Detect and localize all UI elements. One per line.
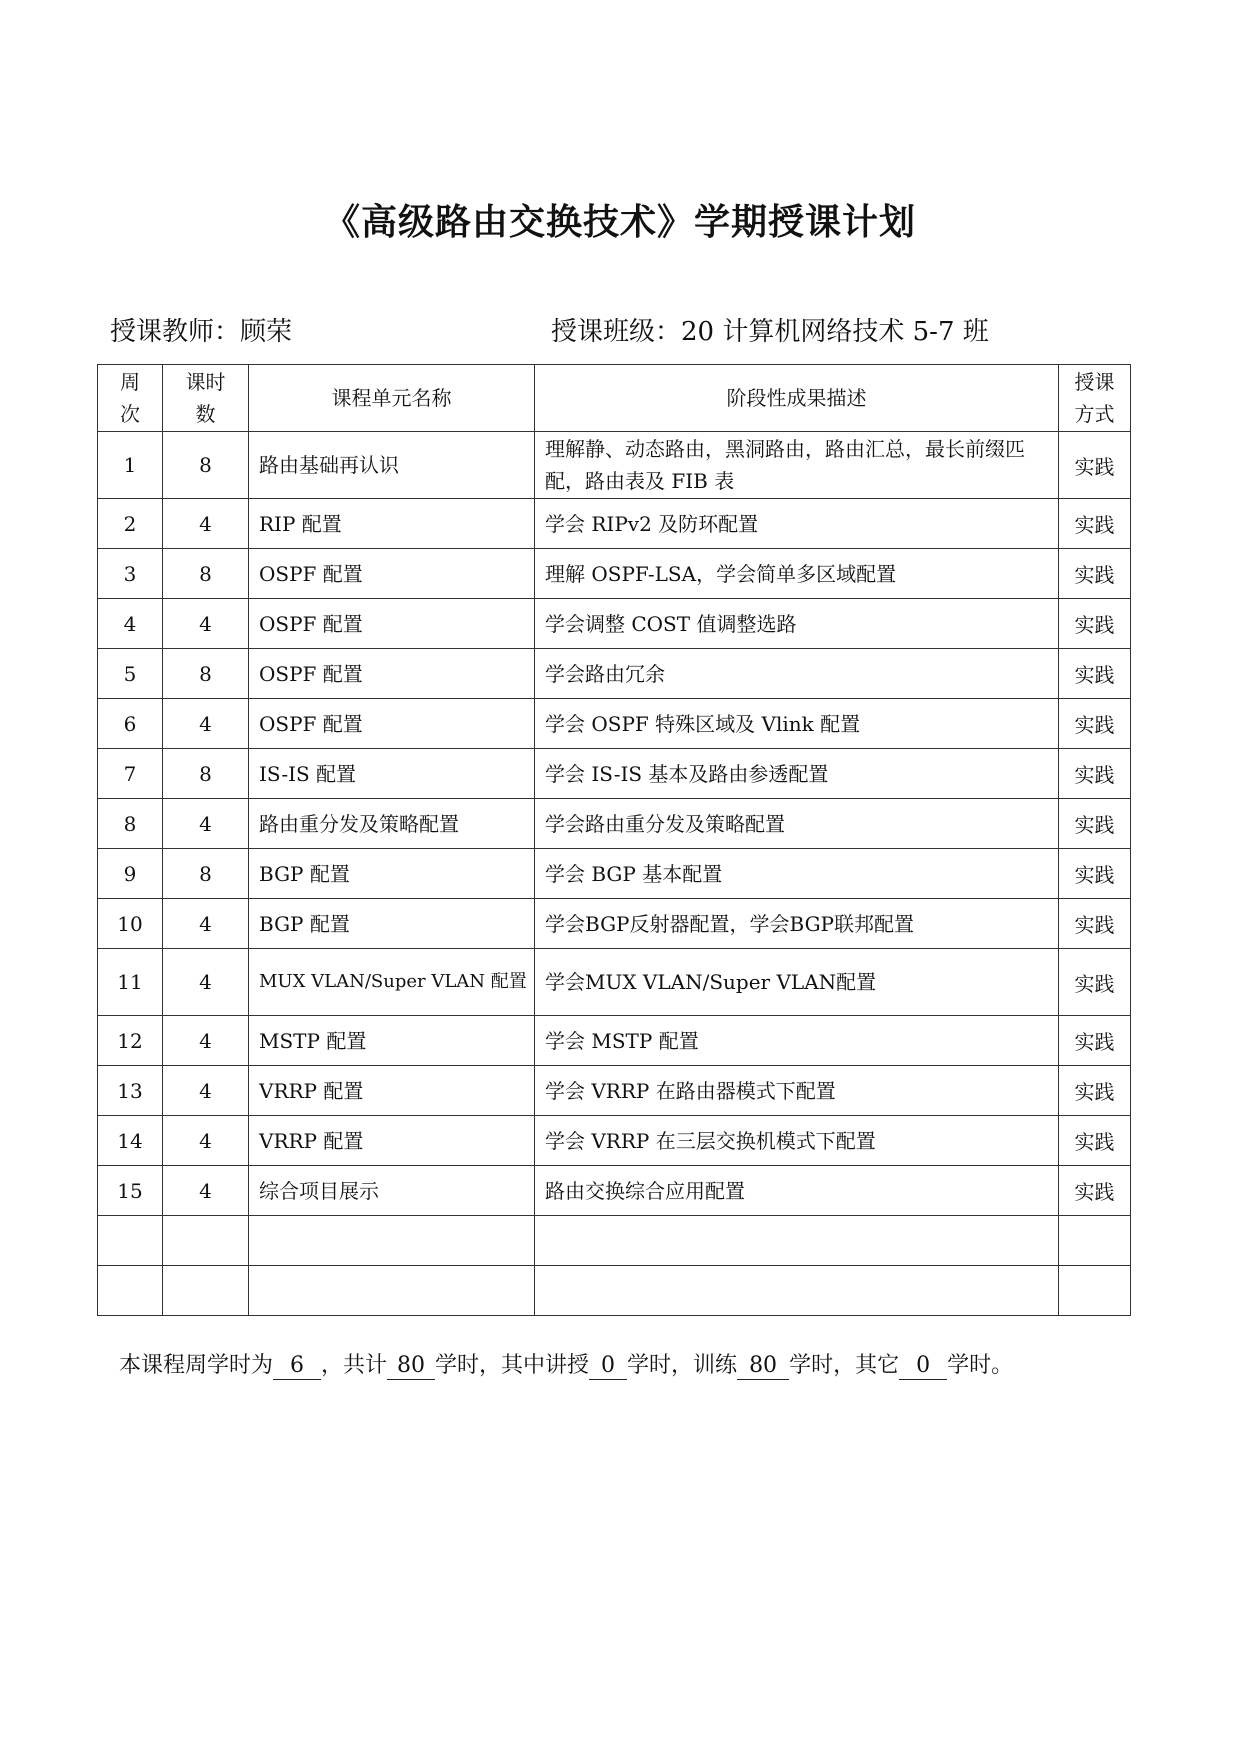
- hours-summary: [119, 1349, 1013, 1383]
- cell-hours: 4: [163, 899, 249, 949]
- cell-week: 7: [98, 749, 163, 799]
- cell-week: 2: [98, 499, 163, 549]
- cell-method: 实践: [1059, 1016, 1131, 1066]
- training-hours-value: 80: [737, 1353, 789, 1380]
- cell-hours: 4: [163, 1066, 249, 1116]
- table-row-empty: [98, 1266, 1131, 1316]
- summary-lecture-label: 学时，其中讲授: [435, 1353, 590, 1378]
- cell-unit: MUX VLAN/Super VLAN 配置: [249, 949, 535, 1016]
- cell-method: 实践: [1059, 799, 1131, 849]
- cell-method: 实践: [1059, 1116, 1131, 1166]
- cell-unit: 综合项目展示: [249, 1166, 535, 1216]
- cell-method: 实践: [1059, 749, 1131, 799]
- cell-outcome: [535, 1216, 1059, 1266]
- cell-hours: [163, 1266, 249, 1316]
- cell-week: 14: [98, 1116, 163, 1166]
- table-row: [98, 1116, 1131, 1166]
- cell-week: [98, 1266, 163, 1316]
- table-row: [98, 699, 1131, 749]
- header-week: 周 次: [98, 365, 163, 432]
- header-hours: 课时 数: [163, 365, 249, 432]
- table-row: [98, 432, 1131, 499]
- cell-method: 实践: [1059, 549, 1131, 599]
- class-label: 授课班级：: [551, 317, 682, 347]
- cell-week: 1: [98, 432, 163, 499]
- cell-method: 实践: [1059, 599, 1131, 649]
- summary-suffix: 学时。: [947, 1353, 1014, 1378]
- cell-week: 10: [98, 899, 163, 949]
- cell-outcome: 学会路由冗余: [535, 649, 1059, 699]
- header-method: 授课 方式: [1059, 365, 1131, 432]
- cell-week: 13: [98, 1066, 163, 1116]
- cell-hours: 8: [163, 849, 249, 899]
- cell-method: 实践: [1059, 699, 1131, 749]
- cell-week: 11: [98, 949, 163, 1016]
- table-row: [98, 1016, 1131, 1066]
- cell-outcome: 理解静、动态路由，黑洞路由，路由汇总，最长前缀匹配，路由表及 FIB 表: [535, 432, 1059, 499]
- cell-week: 5: [98, 649, 163, 699]
- table-row: [98, 649, 1131, 699]
- cell-week: 8: [98, 799, 163, 849]
- summary-prefix: 本课程周学时为: [119, 1353, 274, 1378]
- cell-unit: 路由基础再认识: [249, 432, 535, 499]
- table-row: [98, 749, 1131, 799]
- header-outcome: 阶段性成果描述: [535, 365, 1059, 432]
- lecture-hours-value: 0: [589, 1353, 627, 1380]
- teaching-plan-table: [97, 364, 1131, 1316]
- cell-method: 实践: [1059, 432, 1131, 499]
- cell-outcome: 学会 OSPF 特殊区域及 Vlink 配置: [535, 699, 1059, 749]
- cell-method: [1059, 1266, 1131, 1316]
- cell-unit: [249, 1216, 535, 1266]
- cell-unit: [249, 1266, 535, 1316]
- cell-week: 9: [98, 849, 163, 899]
- cell-unit: OSPF 配置: [249, 649, 535, 699]
- other-hours-value: 0: [899, 1353, 947, 1380]
- cell-unit: MSTP 配置: [249, 1016, 535, 1066]
- table-row: [98, 499, 1131, 549]
- cell-hours: 4: [163, 499, 249, 549]
- cell-unit: BGP 配置: [249, 899, 535, 949]
- cell-hours: 8: [163, 649, 249, 699]
- table-row: [98, 1166, 1131, 1216]
- class-info: [551, 314, 989, 350]
- header-unit: 课程单元名称: [249, 365, 535, 432]
- cell-hours: 8: [163, 749, 249, 799]
- teacher-label: 授课教师：: [110, 317, 241, 347]
- cell-hours: 4: [163, 799, 249, 849]
- cell-unit: OSPF 配置: [249, 599, 535, 649]
- cell-week: 3: [98, 549, 163, 599]
- cell-unit: IS-IS 配置: [249, 749, 535, 799]
- table-row-empty: [98, 1216, 1131, 1266]
- cell-outcome: [535, 1266, 1059, 1316]
- cell-unit: VRRP 配置: [249, 1116, 535, 1166]
- summary-other-label: 学时，其它: [789, 1353, 900, 1378]
- cell-unit: 路由重分发及策略配置: [249, 799, 535, 849]
- cell-outcome: 学会 VRRP 在三层交换机模式下配置: [535, 1116, 1059, 1166]
- cell-outcome: 学会MUX VLAN/Super VLAN配置: [535, 949, 1059, 1016]
- cell-unit: RIP 配置: [249, 499, 535, 549]
- cell-outcome: 学会 RIPv2 及防环配置: [535, 499, 1059, 549]
- class-value: 20 计算机网络技术 5-7 班: [681, 317, 989, 347]
- cell-method: 实践: [1059, 649, 1131, 699]
- table-row: [98, 899, 1131, 949]
- table-row: [98, 549, 1131, 599]
- cell-hours: [163, 1216, 249, 1266]
- cell-hours: 4: [163, 1116, 249, 1166]
- cell-outcome: 学会路由重分发及策略配置: [535, 799, 1059, 849]
- cell-method: 实践: [1059, 1166, 1131, 1216]
- cell-week: [98, 1216, 163, 1266]
- teacher-name: 顾荣: [240, 317, 293, 347]
- cell-method: 实践: [1059, 499, 1131, 549]
- cell-week: 6: [98, 699, 163, 749]
- cell-outcome: 理解 OSPF-LSA，学会简单多区域配置: [535, 549, 1059, 599]
- cell-hours: 4: [163, 1166, 249, 1216]
- cell-hours: 4: [163, 599, 249, 649]
- cell-method: 实践: [1059, 849, 1131, 899]
- table-row: [98, 949, 1131, 1016]
- cell-method: 实践: [1059, 949, 1131, 1016]
- table-header-row: [98, 365, 1131, 432]
- cell-outcome: 学会 BGP 基本配置: [535, 849, 1059, 899]
- cell-week: 4: [98, 599, 163, 649]
- table-row: [98, 849, 1131, 899]
- cell-method: 实践: [1059, 1066, 1131, 1116]
- table-row: [98, 799, 1131, 849]
- summary-training-label: 学时，训练: [627, 1353, 738, 1378]
- teacher-info: [110, 314, 292, 350]
- cell-method: 实践: [1059, 899, 1131, 949]
- total-hours-value: 80: [387, 1353, 435, 1380]
- cell-outcome: 路由交换综合应用配置: [535, 1166, 1059, 1216]
- cell-method: [1059, 1216, 1131, 1266]
- cell-unit: OSPF 配置: [249, 699, 535, 749]
- cell-hours: 4: [163, 949, 249, 1016]
- cell-outcome: 学会 IS-IS 基本及路由参透配置: [535, 749, 1059, 799]
- summary-total-label: ，共计: [321, 1353, 388, 1378]
- cell-outcome: 学会BGP反射器配置，学会BGP联邦配置: [535, 899, 1059, 949]
- page-title: 《高级路由交换技术》学期授课计划: [323, 202, 916, 243]
- cell-hours: 8: [163, 549, 249, 599]
- cell-outcome: 学会 MSTP 配置: [535, 1016, 1059, 1066]
- cell-hours: 4: [163, 699, 249, 749]
- cell-unit: OSPF 配置: [249, 549, 535, 599]
- cell-unit: BGP 配置: [249, 849, 535, 899]
- cell-hours: 8: [163, 432, 249, 499]
- cell-outcome: 学会 VRRP 在路由器模式下配置: [535, 1066, 1059, 1116]
- cell-week: 12: [98, 1016, 163, 1066]
- cell-week: 15: [98, 1166, 163, 1216]
- table-row: [98, 1066, 1131, 1116]
- cell-hours: 4: [163, 1016, 249, 1066]
- table-row: [98, 599, 1131, 649]
- cell-outcome: 学会调整 COST 值调整选路: [535, 599, 1059, 649]
- weekly-hours-value: 6: [273, 1353, 321, 1380]
- cell-unit: VRRP 配置: [249, 1066, 535, 1116]
